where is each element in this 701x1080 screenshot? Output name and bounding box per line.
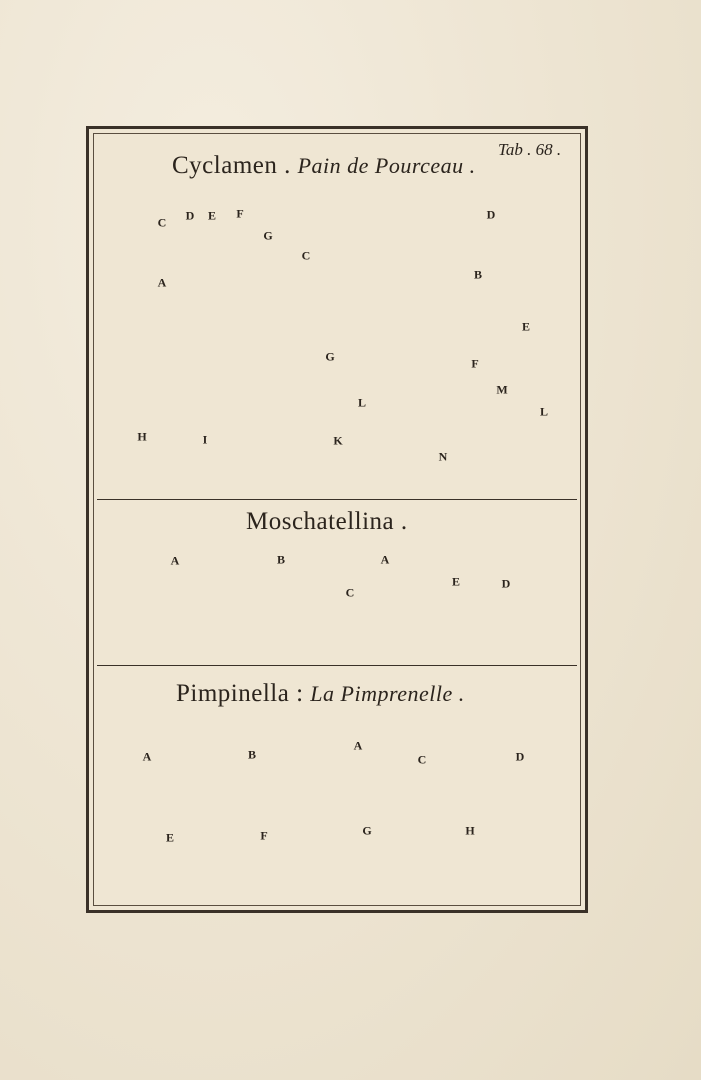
figure-label: L [539,404,549,419]
figure-label: G [325,349,335,364]
figure-label: L [357,395,367,410]
figure-label: D [501,576,511,591]
figure-label: C [301,248,311,263]
pimpinella-separator: : [289,680,311,707]
figure-label: C [157,215,167,230]
figure-label: A [353,738,363,753]
plate-number: Tab . 68 . [498,140,562,159]
figure-label: M [496,382,508,397]
moschatellina-name: Moschatellina . [246,508,408,535]
figure-label: E [207,208,217,223]
figure-label: B [247,747,257,762]
section-divider-1 [97,499,577,500]
figure-label: A [170,553,180,568]
figure-label: A [157,275,167,290]
figure-label: D [486,207,496,222]
cyclamen-common-name: Pain de Pourceau . [297,153,476,178]
pimpinella-title [176,680,465,708]
figure-label: B [276,552,286,567]
figure-label: C [417,752,427,767]
figure-label: G [263,228,273,243]
figure-label: H [137,429,147,444]
figure-label: A [380,552,390,567]
figure-label: C [345,585,355,600]
figure-label: D [515,749,525,764]
figure-label: K [333,433,343,448]
figure-label: N [438,449,448,464]
figure-label: H [465,823,475,838]
moschatellina-title [246,508,408,536]
figure-label: E [165,830,175,845]
figure-label: G [362,823,372,838]
figure-label: F [260,828,268,843]
figure-label: F [236,206,244,221]
section-divider-2 [97,665,577,666]
figure-label: E [521,319,531,334]
cyclamen-title [172,152,476,180]
figure-label: I [202,432,208,447]
cyclamen-name: Cyclamen . [172,152,291,179]
figure-label: A [142,749,152,764]
figure-label: F [471,356,479,371]
pimpinella-name: Pimpinella [176,680,290,707]
figure-label: D [185,208,195,223]
figure-label: B [473,267,483,282]
pimpinella-common-name: La Pimprenelle . [310,681,465,706]
figure-label: E [451,574,461,589]
